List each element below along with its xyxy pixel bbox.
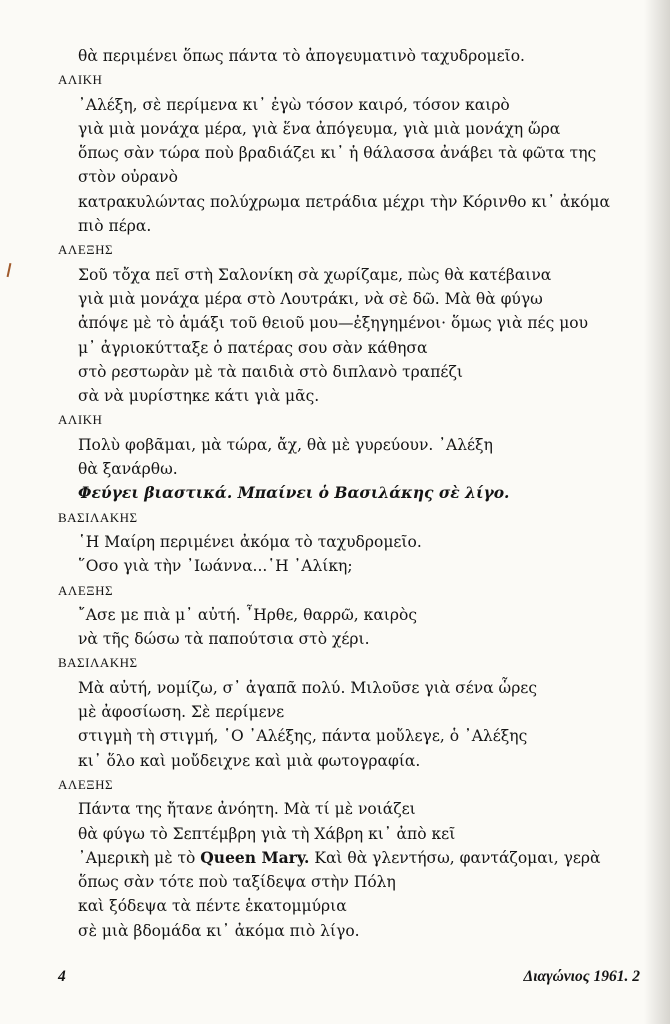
page-number: 4 bbox=[58, 968, 66, 985]
dialogue-line: σὲ μιὰ βδομάδα κι᾿ ἀκόμα πιὸ λίγο. bbox=[78, 921, 360, 940]
speaker-name: ΑΛΙΚΗ bbox=[58, 412, 103, 428]
dialogue-line: ῞Οσο γιὰ τὴν ᾿Ιωάννα...῾Η ᾿Αλίκη; bbox=[78, 557, 353, 576]
dialogue-line: κατρακυλώντας πολύχρωμα πετράδια μέχρι τὴν Κόρινθο κι᾿ ἀκόμα bbox=[78, 192, 610, 211]
page-footer bbox=[58, 968, 640, 994]
dialogue-line: ὅπως σὰν τώρα ποὺ βραδιάζει κι᾿ ἡ θάλασσα ἀνάβει τὰ φῶτα της bbox=[78, 144, 597, 163]
dialogue-line: πιὸ πέρα. bbox=[78, 217, 152, 236]
dialogue-line: ᾿Αλέξη, σὲ περίμενα κι᾿ ἐγὼ τόσον καιρό, τόσον καιρὸ bbox=[78, 95, 510, 114]
dialogue-line: θὰ περιμένει ὅπως πάντα τὸ ἀπογευματινὸ ταχυδρομεῖο. bbox=[78, 47, 525, 65]
text-run: ᾿Αμερικὴ μὲ τὸ bbox=[78, 848, 201, 867]
dialogue-line: ῾Η Μαίρη περιμένει ἀκόμα τὸ ταχυδρομεῖο. bbox=[78, 532, 422, 551]
dialogue-line: καὶ ξόδεψα τὰ πέντε ἑκατομμύρια bbox=[78, 897, 347, 916]
speaker-name: ΑΛΕΞΗΣ bbox=[58, 582, 114, 598]
dialogue-line: ἀπόψε μὲ τὸ ἁμάξι τοῦ θειοῦ μου—ἐξηγημένοι· ὅμως γιὰ πές μου bbox=[78, 314, 589, 333]
dialogue-line: Μὰ αὐτή, νομίζω, σ᾿ ἀγαπᾶ πολύ. Μιλοῦσε γιὰ σένα ὧρες bbox=[78, 678, 538, 697]
dialogue-line: στὸ ρεστωρὰν μὲ τὰ παιδιὰ στὸ διπλανὸ τραπέζι bbox=[78, 362, 463, 381]
dialogue-line: θὰ ξανάρθω. bbox=[78, 460, 178, 479]
dialogue-line: θὰ φύγω τὸ Σεπτέμβρη γιὰ τὴ Χάβρη κι᾿ ἀπὸ κεῖ bbox=[78, 824, 456, 843]
text-run: Καὶ θὰ γλεντήσω, φαντάζομαι, γερὰ bbox=[309, 848, 601, 867]
speaker-name: ΒΑΣΙΛΑΚΗΣ bbox=[58, 655, 138, 671]
dialogue-line: Πάντα της ἤτανε ἀνόητη. Μὰ τί μὲ νοιάζει bbox=[78, 800, 416, 819]
margin-mark bbox=[7, 263, 11, 277]
speaker-name: ΑΛΕΞΗΣ bbox=[58, 776, 114, 792]
dialogue-line bbox=[58, 846, 658, 870]
speaker-name: ΑΛΙΚΗ bbox=[58, 72, 103, 88]
dialogue-line: ὅπως σὰν τότε ποὺ ταξίδεψα στὴν Πόλη bbox=[78, 873, 396, 892]
dialogue-line: γιὰ μιὰ μονάχα μέρα, γιὰ ἕνα ἀπόγευμα, γιὰ μιὰ μονάχη ὥρα bbox=[78, 119, 561, 138]
speaker-name: ΑΛΕΞΗΣ bbox=[58, 242, 114, 258]
dialogue-line: σὰ νὰ μυρίστηκε κάτι γιὰ μᾶς. bbox=[78, 387, 320, 406]
dialogue-line: μὲ ἀφοσίωση. Σὲ περίμενε bbox=[78, 703, 285, 722]
dialogue-line: Πολὺ φοβᾶμαι, μὰ τώρα, ἄχ, θὰ μὲ γυρεύουν. ᾿Αλέξη bbox=[78, 435, 493, 454]
dialogue-line: στιγμὴ τὴ στιγμή, ῾Ο ᾿Αλέξης, πάντα μοὔλεγε, ὁ ᾿Αλέξης bbox=[78, 727, 528, 746]
dialogue-line: μ᾿ ἀγριοκύτταξε ὁ πατέρας σου σὰν κάθησα bbox=[78, 338, 428, 357]
journal-issue: Διαγώνιος 1961. 2 bbox=[523, 968, 640, 985]
play-text bbox=[58, 44, 658, 943]
stage-direction: Φεύγει βιαστικά. Μπαίνει ὁ Βασιλάκης σὲ λίγο. bbox=[78, 483, 510, 503]
dialogue-line: κι᾿ ὅλο καὶ μοὔδειχνε καὶ μιὰ φωτογραφία. bbox=[78, 751, 421, 770]
dialogue-line: γιὰ μιὰ μονάχα μέρα στὸ Λουτράκι, νὰ σὲ δῶ. Μὰ θὰ φύγω bbox=[78, 289, 543, 308]
speaker-name: ΒΑΣΙΛΑΚΗΣ bbox=[58, 509, 138, 525]
dialogue-line: Σοῦ τὄχα πεῖ στὴ Σαλονίκη σὰ χωρίζαμε, πὼς θὰ κατέβαινα bbox=[78, 265, 552, 284]
dialogue-line: ῎Ασε με πιὰ μ᾿ αὐτή. ῏Ηρθε, θαρρῶ, καιρὸς bbox=[78, 605, 417, 624]
bold-text: Queen Mary. bbox=[200, 847, 310, 867]
dialogue-line: στὸν οὐρανὸ bbox=[78, 168, 178, 187]
dialogue-line: νὰ τῆς δώσω τὰ παπούτσια στὸ χέρι. bbox=[78, 630, 370, 649]
